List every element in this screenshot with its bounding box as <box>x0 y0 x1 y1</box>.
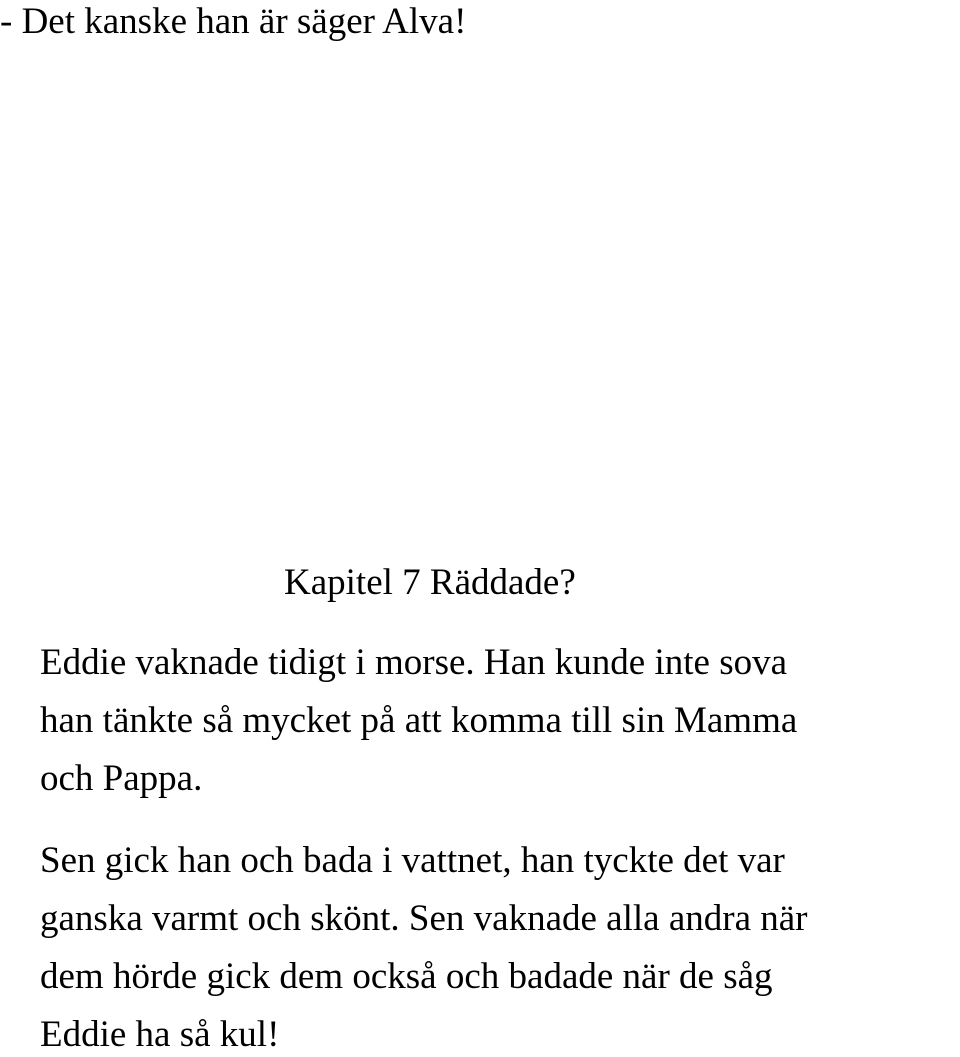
paragraph-line: Eddie vaknade tidigt i morse. Han kunde inte sova <box>40 642 788 683</box>
paragraph-line: han tänkte så mycket på att komma till sin Mamma <box>40 700 798 741</box>
paragraph-line: Sen gick han och bada i vattnet, han tyckte det var <box>40 840 785 881</box>
chapter-heading: Kapitel 7 Räddade? <box>284 562 576 603</box>
dialogue-line: - Det kanske han är säger Alva! <box>0 1 467 42</box>
paragraph-line: Eddie ha så kul! <box>40 1014 280 1055</box>
paragraph-line: ganska varmt och skönt. Sen vaknade alla andra när <box>40 898 808 939</box>
paragraph-line: dem hörde gick dem också och badade när de såg <box>40 956 773 997</box>
paragraph-line: och Pappa. <box>40 758 203 799</box>
